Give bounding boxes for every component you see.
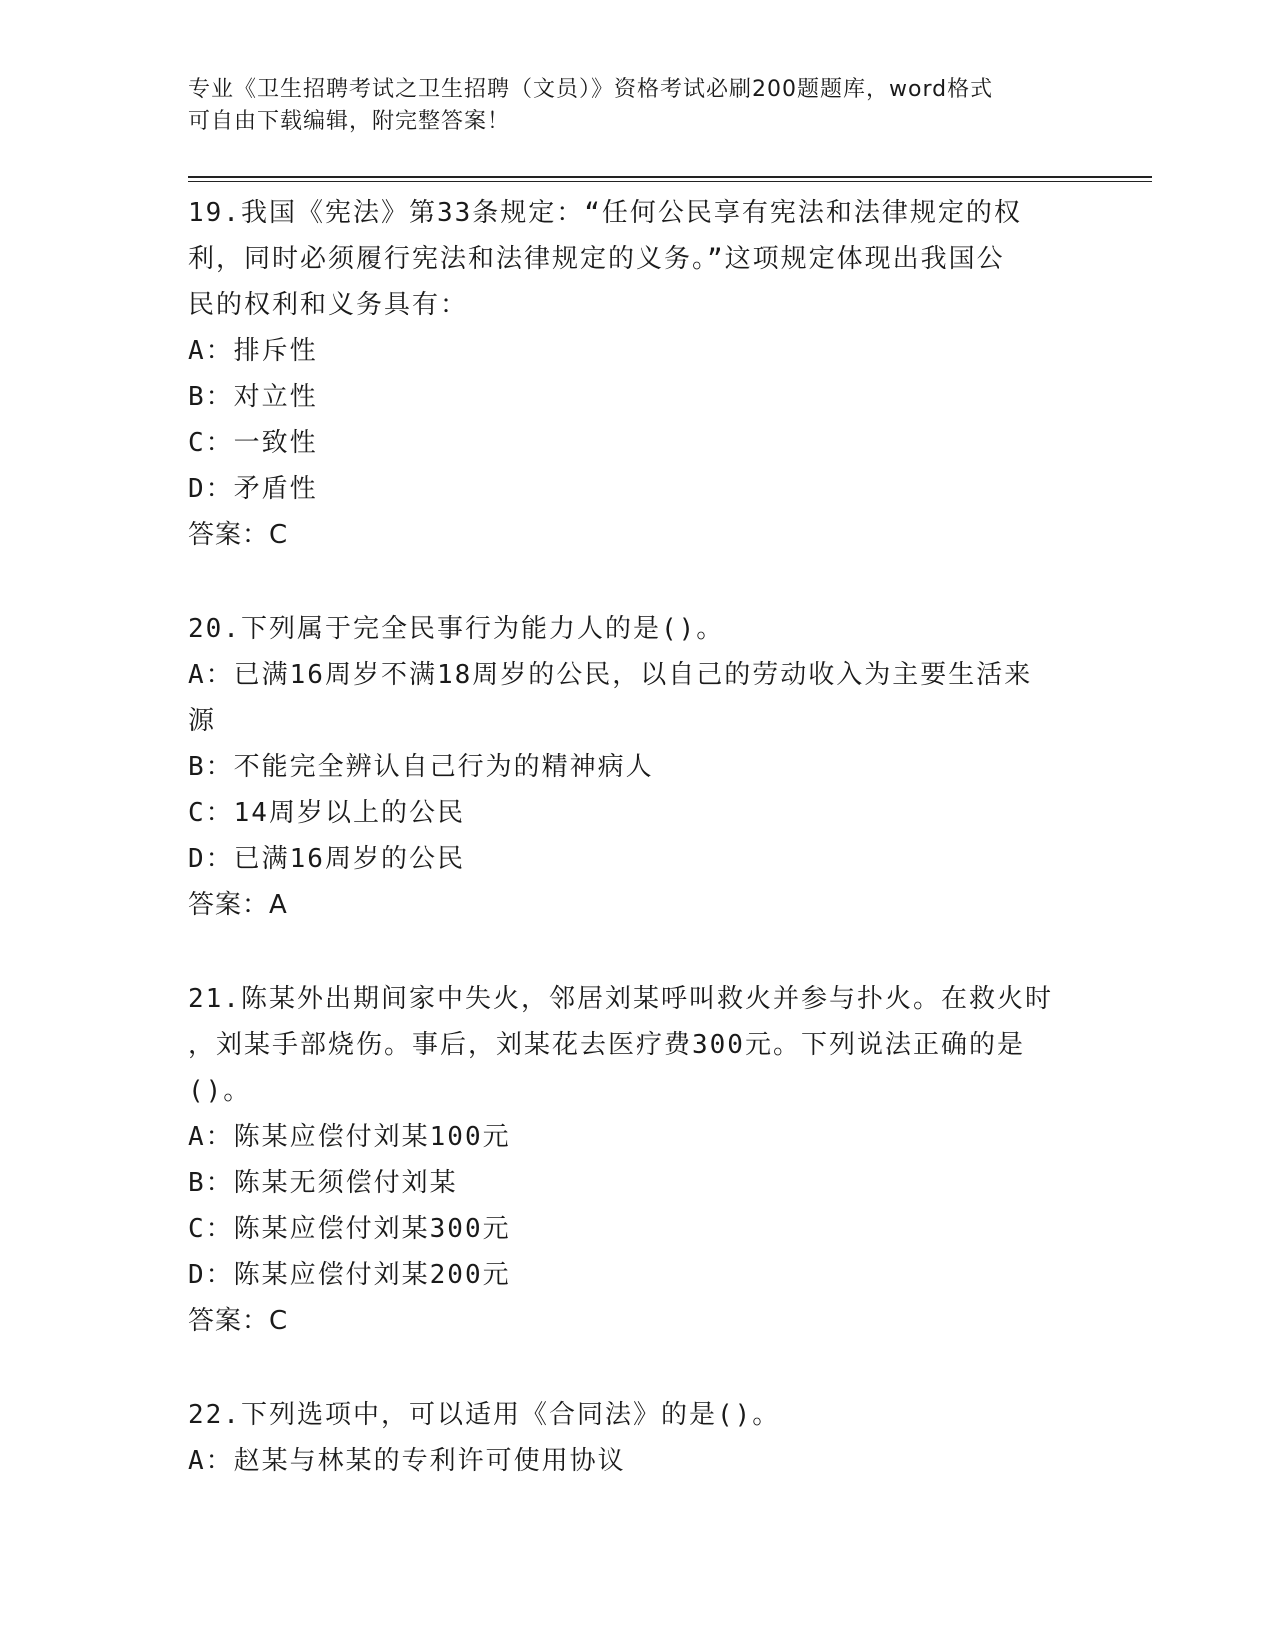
- answer-line: 答案：C: [188, 1306, 289, 1336]
- option-d: D：已满16周岁的公民: [188, 844, 465, 874]
- question-21: [188, 976, 1088, 1344]
- option-a: A：赵某与林某的专利许可使用协议: [188, 1446, 626, 1476]
- answer-line: 答案：C: [188, 520, 289, 550]
- header-line-2: 可自由下载编辑，附完整答案！: [188, 109, 511, 134]
- page-header: [188, 74, 1068, 138]
- question-text-line: ，刘某手部烧伤。事后，刘某花去医疗费300元。下列说法正确的是: [188, 1030, 1025, 1060]
- option-a: A：陈某应偿付刘某100元: [188, 1122, 511, 1152]
- header-line-1: 专业《卫生招聘考试之卫生招聘（文员）》资格考试必刷200题题库，word格式: [188, 77, 994, 102]
- header-divider-thin: [188, 181, 1152, 182]
- option-a: A：已满16周岁不满18周岁的公民，以自己的劳动收入为主要生活来: [188, 660, 1033, 690]
- question-19: [188, 190, 1088, 558]
- option-b: B：对立性: [188, 382, 318, 412]
- option-c: C：14周岁以上的公民: [188, 798, 465, 828]
- option-a-continued: 源: [188, 706, 217, 736]
- option-d: D：矛盾性: [188, 474, 318, 504]
- question-text-line: 19.我国《宪法》第33条规定：“任何公民享有宪法和法律规定的权: [188, 198, 1022, 228]
- question-20: [188, 606, 1088, 928]
- question-22: [188, 1392, 1088, 1484]
- question-text-line: ()。: [188, 1076, 252, 1106]
- question-text-line: 民的权利和义务具有：: [188, 290, 469, 320]
- option-d: D：陈某应偿付刘某200元: [188, 1260, 511, 1290]
- option-b: B：陈某无须偿付刘某: [188, 1168, 458, 1198]
- question-list: [188, 190, 1088, 1532]
- question-text-line: 利，同时必须履行宪法和法律规定的义务。”这项规定体现出我国公: [188, 244, 1005, 274]
- header-divider: [188, 176, 1152, 178]
- question-text-line: 22.下列选项中，可以适用《合同法》的是()。: [188, 1400, 781, 1430]
- answer-line: 答案：A: [188, 890, 288, 920]
- option-a: A：排斥性: [188, 336, 318, 366]
- option-c: C：陈某应偿付刘某300元: [188, 1214, 511, 1244]
- option-b: B：不能完全辨认自己行为的精神病人: [188, 752, 654, 782]
- question-text-line: 21.陈某外出期间家中失火，邻居刘某呼叫救火并参与扑火。在救火时: [188, 984, 1053, 1014]
- question-text-line: 20.下列属于完全民事行为能力人的是()。: [188, 614, 725, 644]
- option-c: C：一致性: [188, 428, 318, 458]
